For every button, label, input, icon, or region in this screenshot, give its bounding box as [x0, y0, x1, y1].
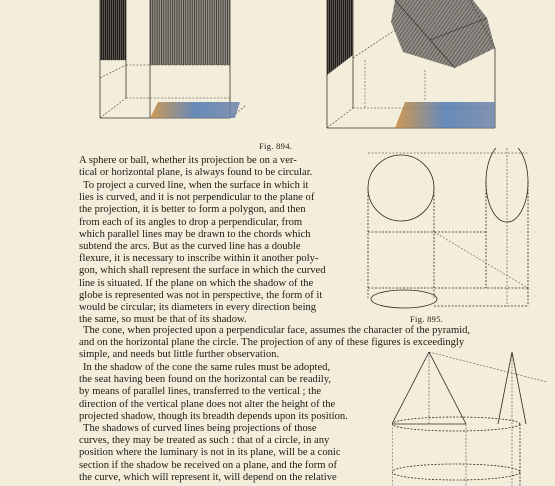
text-line: curves, they may be treated as such : that of a circle, in any [79, 435, 330, 447]
figure-cone [392, 352, 555, 486]
text-line: The cone, when projected upon a perpendicular face, assumes the character of the pyramid, [83, 325, 471, 336]
text-line: flexure, it is necessary to inscribe within it another poly- [79, 253, 319, 265]
text-line: the curve, which will represent it, will depend on the relative [79, 471, 337, 483]
text-line: position where the luminary is not in its plane, will be a conic [79, 447, 341, 459]
text-line: which parallel lines may be drawn to the chords which [79, 228, 311, 240]
text-line: projected shadow, though its breadth depends upon its position. [79, 410, 348, 422]
text-line: lies is curved, and it is not perpendicular to the plane of [79, 192, 315, 204]
paragraph-cone-shadow [79, 362, 389, 423]
paragraph-curve-shadows [79, 423, 389, 484]
text-line: from each of its angles to drop a perpendicular, from [79, 216, 303, 228]
text-line: section if the shadow be received on a plane, and the form of [79, 459, 337, 471]
text-line: simple, and needs but little further observation. [79, 349, 280, 361]
paragraph-sphere [79, 155, 360, 179]
left-prism-drawing [100, 0, 245, 118]
paragraph-curved-line [79, 180, 360, 326]
paragraph-cone [79, 325, 549, 362]
text-line: gon, which shall represent the surface in which the curved [79, 265, 326, 277]
text-line: direction of the vertical plane does not alter the height of the [79, 398, 336, 410]
sphere-ground-shadow [371, 290, 437, 308]
text-line: globe is represented was not in perspective, the form of it [79, 289, 323, 301]
text-line: the same, so must be that of its shadow. [79, 314, 247, 326]
sphere-front-view [368, 155, 434, 221]
figure-895 [364, 148, 534, 316]
text-line: To project a curved line, when the surface in which it [83, 180, 309, 191]
text-line: tical or horizontal plane, is always found to be circular. [79, 167, 313, 179]
text-line: by means of parallel lines, transferred to the vertical ; the [79, 386, 322, 398]
text-line: line is situated. If the plane on which the shadow of the [79, 277, 314, 289]
text-line: and on the horizontal plane the circle. The projection of any of these figures is exceedingly [79, 337, 465, 349]
figure-894-caption: Fig. 894. [259, 141, 293, 151]
text-line: subtend the arcs. But as the curved line has a double [79, 241, 301, 253]
text-line: would be circular; its diameters in every direction being [79, 302, 317, 314]
figure-894 [95, 0, 505, 135]
right-rotated-cube-drawing [327, 0, 495, 128]
text-line: the seat having been found on the horizontal can be readily, [79, 374, 331, 386]
text-line: In the shadow of the cone the same rules must be adopted, [83, 362, 331, 373]
text-line: A sphere or ball, whether its projection be on a ver- [79, 155, 297, 166]
text-line: The shadows of curved lines being projections of those [83, 423, 317, 434]
text-line: the projection, it is better to form a polygon, and then [79, 204, 306, 216]
figure-895-caption: Fig. 895. [410, 314, 444, 324]
